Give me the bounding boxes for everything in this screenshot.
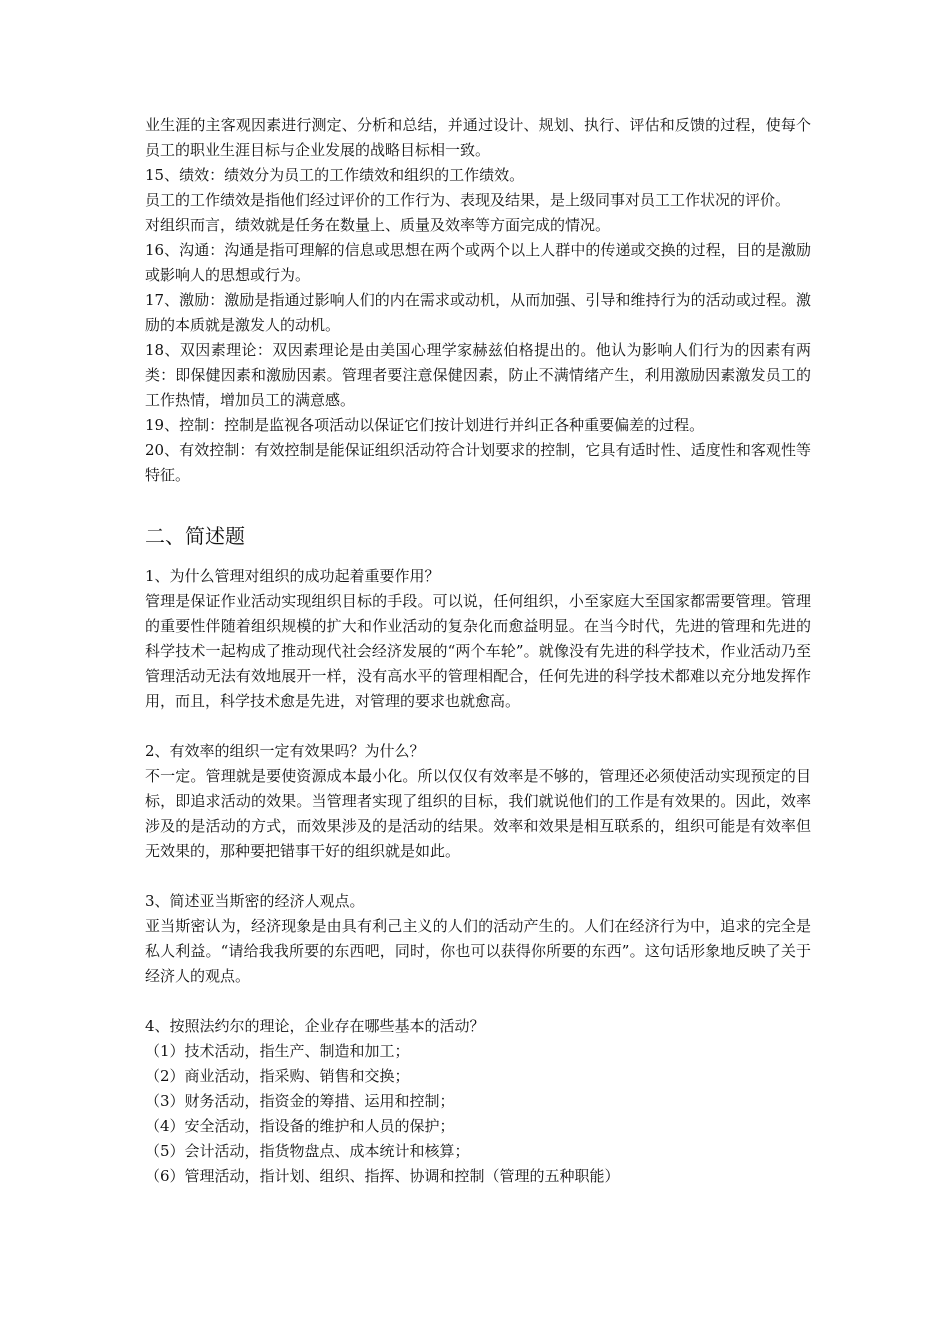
question: 1、为什么管理对组织的成功起着重要作用？: [145, 567, 440, 585]
question-block: [145, 889, 811, 989]
paragraph: 20、有效控制：有效控制是能保证组织活动符合计划要求的控制，它具有适时性、适度性和客观性等特征。: [145, 441, 811, 484]
list-item: （4）安全活动，指设备的维护和人员的保护；: [145, 1117, 455, 1135]
question-block: [145, 739, 811, 864]
answer: 亚当斯密认为，经济现象是由具有利己主义的人们的活动产生的。人们在经济行为中，追求的完全是私人利益。“请给我我所要的东西吧，同时，你也可以获得你所要的东西”。这句话形象地反映了关于经济人的观点。: [145, 917, 811, 985]
answer: 不一定。管理就是要使资源成本最小化。所以仅仅有效率是不够的，管理还必须使活动实现预定的目标，即追求活动的效果。当管理者实现了组织的目标，我们就说他们的工作是有效果的。因此，效率涉及的是活动的方式，而效果涉及的是活动的结果。效率和效果是相互联系的，组织可能是有效率但无效果的，那种要把错事干好的组织就是如此。: [145, 767, 811, 860]
intro-block: [145, 113, 811, 488]
paragraph: 对组织而言，绩效就是任务在数量上、质量及效率等方面完成的情况。: [145, 216, 611, 234]
document-page: [145, 113, 811, 1189]
paragraph: 15、绩效：绩效分为员工的工作绩效和组织的工作绩效。: [145, 166, 525, 184]
question: 2、有效率的组织一定有效果吗？为什么？: [145, 742, 425, 760]
list-item: （2）商业活动，指采购、销售和交换；: [145, 1067, 410, 1085]
question: 3、简述亚当斯密的经济人观点。: [145, 892, 365, 910]
paragraph: 16、沟通：沟通是指可理解的信息或思想在两个或两个以上人群中的传递或交换的过程，目的是激励或影响人的思想或行为。: [145, 241, 811, 284]
list-item: （3）财务活动，指资金的筹措、运用和控制；: [145, 1092, 455, 1110]
paragraph: 17、激励：激励是指通过影响人们的内在需求或动机，从而加强、引导和维持行为的活动或过程。激励的本质就是激发人的动机。: [145, 291, 811, 334]
paragraph: 19、控制：控制是监视各项活动以保证它们按计划进行并纠正各种重要偏差的过程。: [145, 416, 705, 434]
question-block: [145, 564, 811, 714]
question-block: [145, 1014, 811, 1189]
list-item: （5）会计活动，指货物盘点、成本统计和核算；: [145, 1142, 470, 1160]
list-item: （6）管理活动，指计划、组织、指挥、协调和控制（管理的五种职能）: [145, 1167, 620, 1185]
paragraph: 业生涯的主客观因素进行测定、分析和总结，并通过设计、规划、执行、评估和反馈的过程，使每个员工的职业生涯目标与企业发展的战略目标相一致。: [145, 116, 811, 159]
paragraph: 18、双因素理论：双因素理论是由美国心理学家赫兹伯格提出的。他认为影响人们行为的因素有两类：即保健因素和激励因素。管理者要注意保健因素，防止不满情绪产生，利用激励因素激发员工的工作热情，增加员工的满意感。: [145, 341, 811, 409]
section-title: 二、简述题: [145, 524, 245, 548]
paragraph: 员工的工作绩效是指他们经过评价的工作行为、表现及结果，是上级同事对员工工作状况的评价。: [145, 191, 791, 209]
list-item: （1）技术活动，指生产、制造和加工；: [145, 1042, 410, 1060]
question: 4、按照法约尔的理论，企业存在哪些基本的活动？: [145, 1017, 485, 1035]
answer: 管理是保证作业活动实现组织目标的手段。可以说，任何组织，小至家庭大至国家都需要管理。管理的重要性伴随着组织规模的扩大和作业活动的复杂化而愈益明显。在当今时代，先进的管理和先进的科学技术一起构成了推动现代社会经济发展的“两个车轮”。就像没有先进的科学技术，作业活动乃至管理活动无法有效地展开一样，没有高水平的管理相配合，任何先进的科学技术都难以充分地发挥作用，而且，科学技术愈是先进，对管理的要求也就愈高。: [145, 592, 811, 710]
